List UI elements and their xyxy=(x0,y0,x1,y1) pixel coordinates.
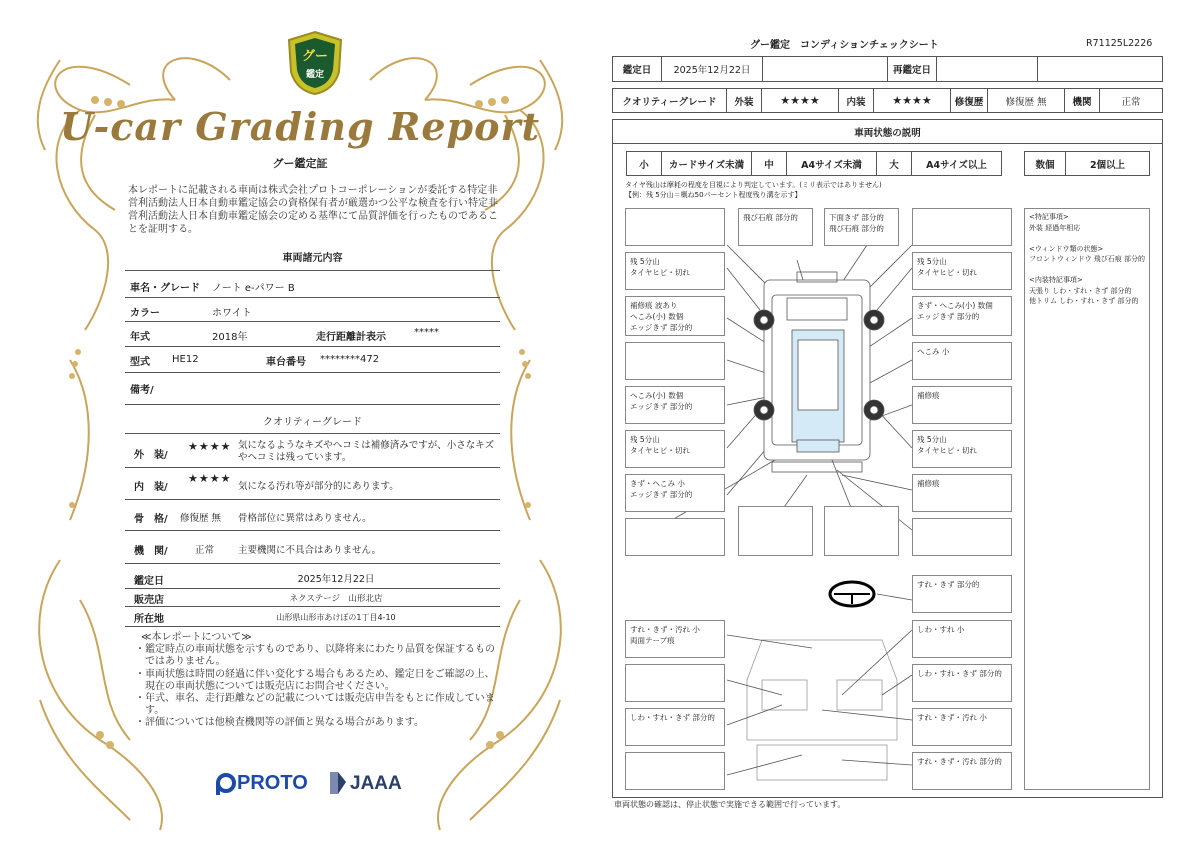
label-right-6: 残 5分山 タイヤヒビ・切れ xyxy=(912,430,1012,468)
sheet-footer: 車両状態の確認は、停止状態で実施できる範囲で行っています。 xyxy=(614,800,846,809)
notes-title: ≪本レポートについて≫ xyxy=(141,632,252,643)
remarks-label: 備考/ xyxy=(130,385,154,396)
size-small: 小 xyxy=(626,151,662,176)
goo-kantei-badge-icon xyxy=(285,30,345,96)
tire-note-1: タイヤ残山は摩耗の程度を目視により判定しています。(ミリ表示ではありません) xyxy=(625,181,882,189)
report-notes xyxy=(135,632,500,730)
frame-label: 骨 格/ xyxy=(134,514,168,525)
label-int-right-1: しわ・すれ 小 xyxy=(912,620,1012,658)
date-blank xyxy=(762,56,888,82)
size-mid-desc: A4サイズ未満 xyxy=(786,151,877,176)
condition-heading: 車両状態の説明 xyxy=(612,119,1163,144)
address-label: 所在地 xyxy=(134,614,164,625)
label-steering: すれ・きず 部分的 xyxy=(912,575,1012,613)
interior-stars: ★★★★ xyxy=(873,88,951,113)
exterior-stars: ★★★★ xyxy=(761,88,839,113)
note-item: ・鑑定時点の車両状態を示すものであり、以降将来にわたり品質を保証するものではありません。 xyxy=(135,644,495,668)
svg-text:鑑定: 鑑定 xyxy=(305,70,325,80)
interior-label: 内装 xyxy=(838,88,874,113)
model-label: 型式 xyxy=(130,357,150,368)
label-right-2: 残 5分山 タイヤヒビ・切れ xyxy=(912,252,1012,290)
label-box xyxy=(625,752,725,790)
exterior-label: 外装 xyxy=(726,88,762,113)
label-box xyxy=(625,342,725,380)
label-int-right-2: しわ・すれ・きず 部分的 xyxy=(912,664,1012,702)
label-left-6: 残 5分山 タイヤヒビ・切れ xyxy=(625,430,725,468)
car-name-value: ノート e-パワー B xyxy=(212,283,295,294)
date-label: 鑑定日 xyxy=(612,56,662,82)
color-label: カラー xyxy=(130,308,160,319)
count-label: 数個 xyxy=(1024,151,1066,176)
address-value: 山形県山形市あけぼの1丁目4-10 xyxy=(276,613,396,622)
label-right-7: 補修痕 xyxy=(912,474,1012,512)
certificate-title: グー鑑定証 xyxy=(272,157,328,170)
size-large: 大 xyxy=(876,151,912,176)
label-box xyxy=(738,506,813,556)
engine-text: 主要機関に不具合はありません。 xyxy=(238,545,382,556)
count-desc: 2個以上 xyxy=(1065,151,1150,176)
label-right-4: へこみ 小 xyxy=(912,342,1012,380)
jaaa-logo-icon xyxy=(326,770,348,796)
interior-stars: ★★★★ xyxy=(188,472,232,485)
label-box xyxy=(625,208,725,246)
date-label: 鑑定日 xyxy=(134,576,164,587)
svg-text:グー: グー xyxy=(301,49,329,64)
tire-note-2: 【例：残 5分山＝概ね50パーセント程度残り溝を示す】 xyxy=(625,191,802,199)
label-box xyxy=(824,506,899,556)
redate-blank xyxy=(1037,56,1163,82)
dealer-value: ネクステージ 山形北店 xyxy=(289,594,383,604)
special-notes: <特記事項> 外装 経過年相応 <ウィンドウ類の状態> フロントウィンドウ 飛び石痕 部分的 <内装特記事項> 天張り しわ・すれ・きず 部分的 他トリム しわ・すれ・きず 部分的 xyxy=(1024,208,1150,790)
label-left-7: きず・へこみ 小 エッジきず 部分的 xyxy=(625,474,725,512)
quality-heading: クオリティーグレード xyxy=(263,417,362,428)
date-value: 2025年12月22日 xyxy=(661,56,763,82)
proto-logo-icon xyxy=(214,772,236,796)
note-item: ・年式、車名、走行距離などの記載については販売店申告をもとに作成しています。 xyxy=(135,693,495,717)
color-value: ホワイト xyxy=(212,308,252,319)
size-small-desc: カードサイズ未満 xyxy=(661,151,752,176)
label-left-5: へこみ(小) 数個 エッジきず 部分的 xyxy=(625,386,725,424)
label-box xyxy=(912,208,1012,246)
redate-value xyxy=(936,56,1038,82)
label-int-right-4: すれ・きず・汚れ 部分的 xyxy=(912,752,1012,790)
label-box xyxy=(625,518,725,556)
mileage-value: ***** xyxy=(414,327,439,338)
dealer-label: 販売店 xyxy=(134,595,164,606)
engine-label: 機 関/ xyxy=(134,546,168,557)
engine-value: 正常 xyxy=(195,545,215,556)
size-large-desc: A4サイズ以上 xyxy=(911,151,1002,176)
mileage-label: 走行距離計表示 xyxy=(316,332,386,343)
script-title: U-car Grading Report xyxy=(59,104,541,149)
spec-heading: 車両諸元内容 xyxy=(282,253,343,264)
label-int-right-3: すれ・きず・汚れ 小 xyxy=(912,708,1012,746)
year-value: 2018年 xyxy=(212,332,248,343)
date-value: 2025年12月22日 xyxy=(297,574,375,585)
note-item: ・評価については他検査機関等の評価と異なる場合があります。 xyxy=(135,717,424,729)
engine-value: 正常 xyxy=(1099,88,1163,113)
interior-text: 気になる汚れ等が部分的にあります。 xyxy=(238,481,399,492)
exterior-stars: ★★★★ xyxy=(188,440,232,453)
chassis-label: 車台番号 xyxy=(266,357,306,368)
certificate-intro: 本レポートに記載される車両は株式会社プロトコーポレーションが委託する特定非営利活動法人日本自動車鑑定協会の資格保有者が厳選かつ公平な検査を行い特定非営利活動法人日本自動車鑑定協会の定める基準にて品質評価を行ったものであることを証明する。 xyxy=(128,185,498,235)
sheet-title: グー鑑定 コンディションチェックシート xyxy=(750,40,939,51)
frame-text: 骨格部位に異常はありません。 xyxy=(238,513,372,524)
year-label: 年式 xyxy=(130,332,150,343)
label-box xyxy=(912,518,1012,556)
label-right-3: きず・へこみ(小) 数個 エッジきず 部分的 xyxy=(912,296,1012,336)
note-item: ・車両状態は時間の経過に伴い変化する場合もあるため、鑑定日をご確認の上、現在の車両状態については販売店にお問合せください。 xyxy=(135,668,495,692)
quality-label: クオリティーグレード xyxy=(612,88,727,113)
label-box xyxy=(625,664,725,702)
label-top-b: 下面きず 部分的 飛び石痕 部分的 xyxy=(824,208,899,246)
car-name-label: 車名・グレード xyxy=(130,283,200,294)
proto-logo: PROTO xyxy=(237,772,308,794)
redate-label: 再鑑定日 xyxy=(887,56,937,82)
size-mid: 中 xyxy=(751,151,787,176)
frame-value: 修復歴 無 xyxy=(180,513,222,524)
label-left-2: 残 5分山 タイヤヒビ・切れ xyxy=(625,252,725,290)
model-value: HE12 xyxy=(172,354,199,365)
exterior-text: 気になるようなキズやヘコミは補修済みですが、小さなキズやヘコミは残っています。 xyxy=(238,440,495,463)
exterior-label: 外 装/ xyxy=(134,450,168,461)
sheet-code: R71125L2226 xyxy=(1086,38,1153,49)
repair-value: 修復歴 無 xyxy=(987,88,1065,113)
label-right-5: 補修痕 xyxy=(912,386,1012,424)
interior-label: 内 装/ xyxy=(134,482,168,493)
repair-label: 修復歴 xyxy=(950,88,988,113)
label-int-left-3: しわ・すれ・きず 部分的 xyxy=(625,708,725,746)
engine-label: 機関 xyxy=(1064,88,1100,113)
label-left-3: 補修痕 波あり へこみ(小) 数個 エッジきず 部分的 xyxy=(625,296,725,336)
label-int-left-1: すれ・きず・汚れ 小 両面テープ痕 xyxy=(625,620,725,658)
label-top-a: 飛び石痕 部分的 xyxy=(738,208,813,246)
jaaa-logo: JAAA xyxy=(350,773,402,794)
chassis-value: ********472 xyxy=(320,354,380,365)
